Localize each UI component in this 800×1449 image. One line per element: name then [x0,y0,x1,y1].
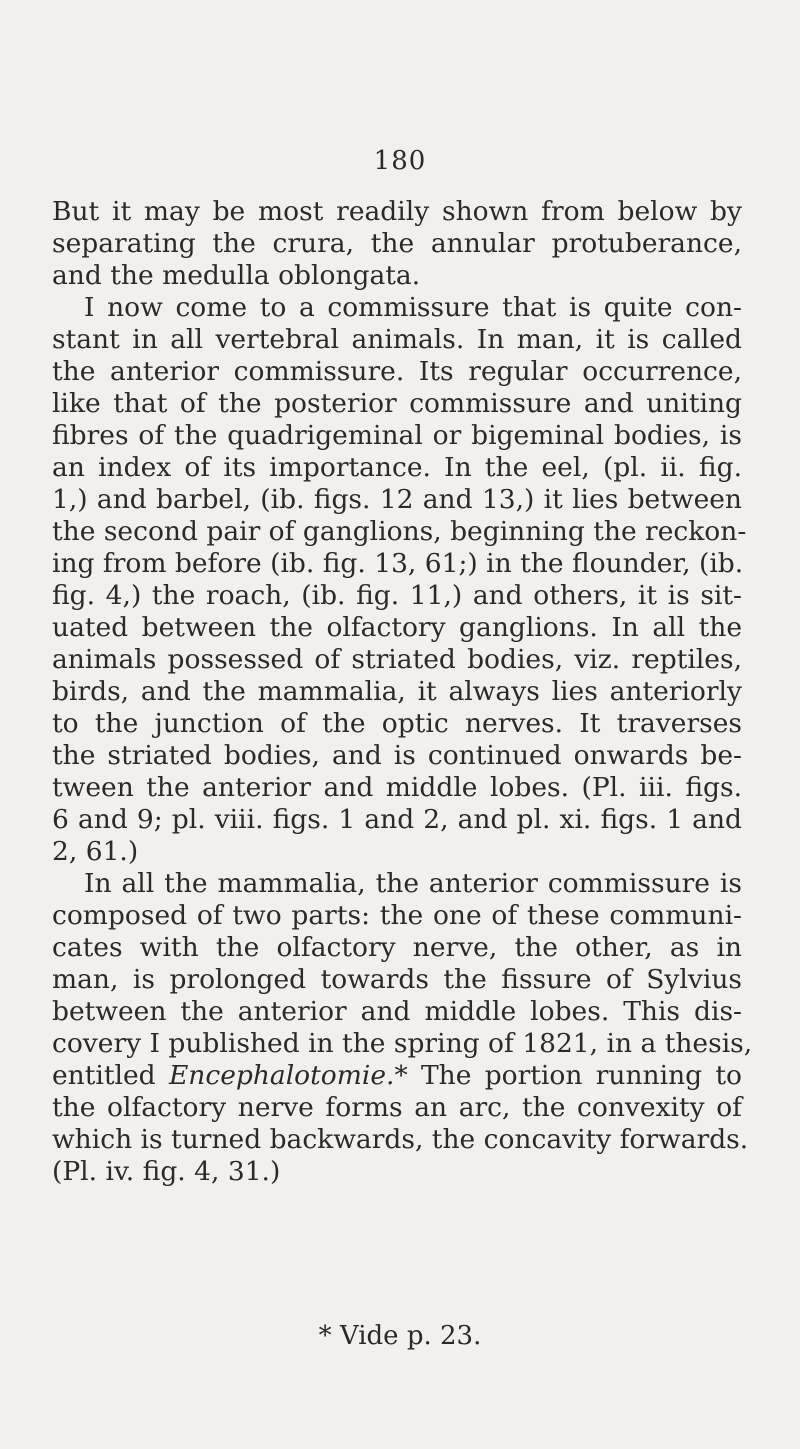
page-number: 180 [373,146,427,176]
text-line: 1,) and barbel, (ib. figs. 12 and 13,) it lies between [52,484,742,515]
text-line: an index of its importance. In the eel, (pl. ii. fig. [52,452,742,483]
text-line: the anterior commissure. Its regular occurrence, [52,356,742,387]
text-line: ing from before (ib. fig. 13, 61;) in the flounder, (ib. [52,548,744,579]
text-line: composed of two parts: the one of these communi- [52,900,742,931]
text-line: between the anterior and middle lobes. This dis- [52,996,742,1027]
text-line: stant in all vertebral animals. In man, it is called [52,324,742,355]
italic-title: Encephalotomie. [168,1060,395,1091]
text-line: 6 and 9; pl. viii. figs. 1 and 2, and pl. xi. figs. 1 and [52,804,742,835]
text-line: to the junction of the optic nerves. It traverses [52,708,742,739]
text-line: But it may be most readily shown from below by [52,196,742,227]
text-line: uated between the olfactory ganglions. In all the [52,612,742,643]
text-line: which is turned backwards, the concavity forwards. [52,1124,749,1155]
text-line: In all the mammalia, the anterior commissure is [84,868,742,899]
text-line: the striated bodies, and is continued onwards be- [52,740,742,771]
text-line: the second pair of ganglions, beginning the reckon- [52,516,747,547]
text-span: entitled [52,1060,169,1091]
text-line: covery I published in the spring of 1821, in a thesis, [52,1028,753,1059]
text-line: animals possessed of striated bodies, viz. reptiles, [52,644,742,675]
text-line: I now come to a commissure that is quite con- [84,292,742,323]
text-line: 2, 61.) [52,836,139,867]
text-line: separating the crura, the annular protuberance, [52,228,742,259]
text-line: cates with the olfactory nerve, the other, as in [52,932,742,963]
text-line: like that of the posterior commissure and uniting [52,388,742,419]
footnote: * Vide p. 23. [318,1321,482,1351]
text-line: the olfactory nerve forms an arc, the convexity of [52,1092,742,1123]
text-line-with-italic-title [52,1060,742,1092]
text-span: * The portion running to [394,1060,742,1091]
text-line: (Pl. iv. fig. 4, 31.) [52,1156,281,1187]
text-line: and the medulla oblongata. [52,260,421,291]
text-line: birds, and the mammalia, it always lies anteriorly [52,676,742,707]
text-line: fibres of the quadrigeminal or bigeminal bodies, is [52,420,742,451]
text-line: fig. 4,) the roach, (ib. fig. 11,) and others, it is sit- [52,580,742,611]
text-line: man, is prolonged towards the fissure of Sylvius [52,964,742,995]
text-line: tween the anterior and middle lobes. (Pl. iii. figs. [52,772,742,803]
